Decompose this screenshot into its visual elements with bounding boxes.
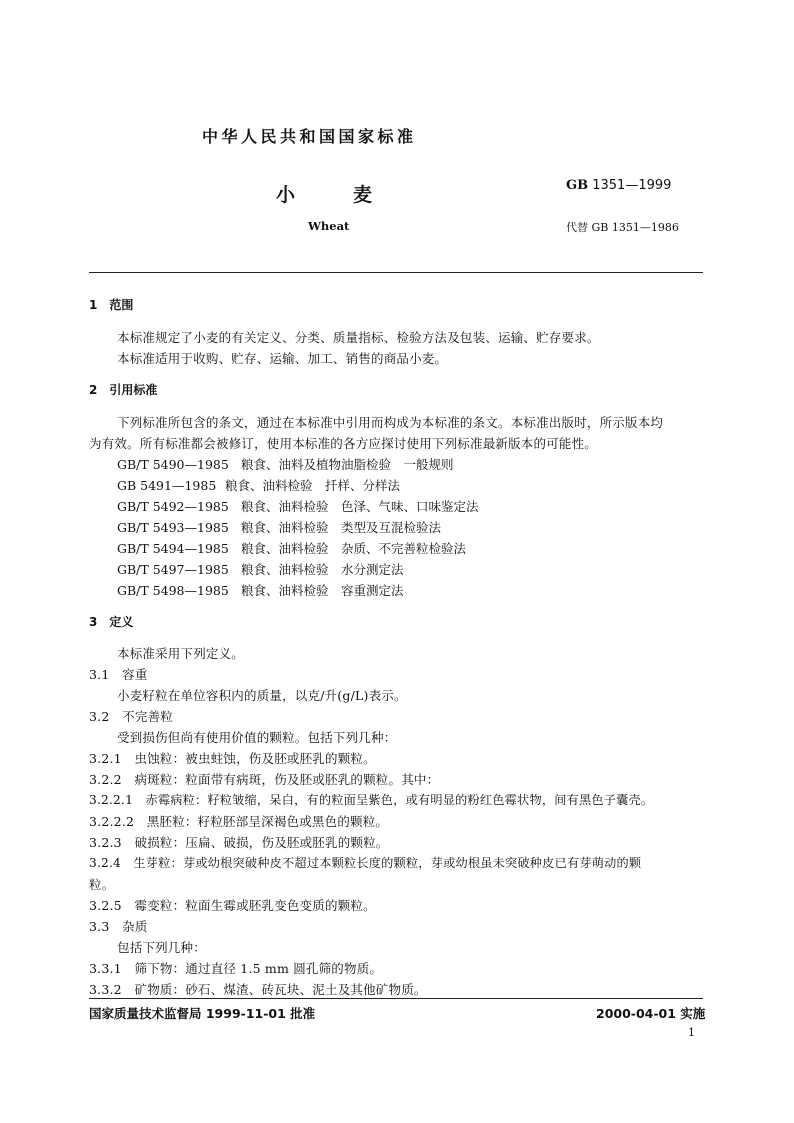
reference-title: 粮食、油料及植物油脂检验 一般规则 bbox=[241, 457, 454, 472]
definition-line: 包括下列几种： bbox=[117, 940, 206, 955]
reference-number: GB/T 5493—1985 bbox=[117, 520, 229, 535]
definition-line: 受到损伤但尚有使用价值的颗粒。包括下列几种： bbox=[117, 730, 397, 745]
reference-number: GB/T 5492—1985 bbox=[117, 499, 229, 514]
definition-line: 3.1 容重 bbox=[89, 667, 148, 682]
section-1-para-2: 本标准适用于收购、贮存、运输、加工、销售的商品小麦。 bbox=[117, 351, 448, 366]
reference-number: GB 5491—1985 bbox=[117, 478, 217, 493]
approval-note: 国家质量技术监督局 1999-11-01 批准 bbox=[89, 1006, 316, 1021]
definition-line: 3.2.1 虫蚀粒：被虫蛀蚀，伤及胚或胚乳的颗粒。 bbox=[89, 751, 376, 766]
reference-item bbox=[117, 581, 404, 599]
reference-number: GB/T 5497—1985 bbox=[117, 562, 229, 577]
reference-title: 粮食、油料检验 容重测定法 bbox=[241, 583, 404, 598]
definition-line: 3.2.2 病斑粒：粒面带有病斑，伤及胚或胚乳的颗粒。其中： bbox=[89, 772, 440, 787]
page-number: 1 bbox=[688, 1026, 695, 1039]
definition-line: 3.3 杂质 bbox=[89, 919, 148, 934]
definition-line: 3.3.2 矿物质：砂石、煤渣、砖瓦块、泥土及其他矿物质。 bbox=[89, 982, 427, 997]
standard-code-number: 1351—1999 bbox=[592, 178, 672, 193]
reference-item bbox=[117, 497, 479, 515]
reference-title: 粮食、油料检验 类型及互混检验法 bbox=[241, 520, 442, 535]
definition-line: 3.2 不完善粒 bbox=[89, 709, 173, 724]
reference-item bbox=[117, 518, 441, 536]
reference-item bbox=[117, 455, 454, 473]
reference-item bbox=[117, 539, 466, 557]
definition-line: 3.2.2.1 赤霉病粒：籽粒皱缩，呆白，有的粒面呈紫色，或有明显的粉红色霉状物，间有黑色子囊壳。 bbox=[89, 793, 654, 807]
section-1-para-1: 本标准规定了小麦的有关定义、分类、质量指标、检验方法及包装、运输、贮存要求。 bbox=[117, 330, 600, 345]
reference-title: 粮食、油料检验 杂质、不完善粒检验法 bbox=[241, 541, 467, 556]
definition-line: 粒。 bbox=[89, 877, 115, 892]
definition-line: 3.2.2.2 黑胚粒：籽粒胚部呈深褐色或黑色的颗粒。 bbox=[89, 814, 389, 829]
section-2-intro-line-2: 为有效。所有标准都会被修订，使用本标准的各方应探讨使用下列标准最新版本的可能性。 bbox=[89, 436, 598, 451]
reference-item bbox=[117, 560, 404, 578]
reference-number: GB/T 5498—1985 bbox=[117, 583, 229, 598]
implementation-date: 2000-04-01 实施 bbox=[596, 1006, 706, 1021]
replaces-standard: 代替 GB 1351—1986 bbox=[566, 221, 679, 234]
standard-code-prefix: GB bbox=[566, 178, 589, 193]
reference-number: GB/T 5494—1985 bbox=[117, 541, 229, 556]
definition-line: 3.2.5 霉变粒：粒面生霉或胚乳变色变质的颗粒。 bbox=[89, 898, 376, 913]
section-3-heading: 3 定义 bbox=[89, 615, 134, 629]
footer-divider bbox=[89, 998, 703, 999]
standard-org-title: 中华人民共和国国家标准 bbox=[202, 127, 417, 146]
title-char-1: 小 bbox=[276, 184, 298, 206]
definition-line: 3.2.4 生芽粒：芽或幼根突破种皮不超过本颗粒长度的颗粒，芽或幼根虽未突破种皮已有芽萌动的颗 bbox=[89, 856, 642, 870]
title-char-2: 麦 bbox=[353, 184, 375, 206]
section-1-heading: 1 范围 bbox=[89, 298, 134, 312]
reference-number: GB/T 5490—1985 bbox=[117, 457, 229, 472]
definition-line: 3.2.3 破损粒：压扁、破损，伤及胚或胚乳的颗粒。 bbox=[89, 835, 389, 850]
standard-code bbox=[566, 178, 671, 193]
section-2-intro-line-1: 下列标准所包含的条文，通过在本标准中引用而构成为本标准的条文。本标准出版时，所示版本均 bbox=[117, 415, 664, 430]
english-title: Wheat bbox=[308, 219, 350, 233]
section-3-intro: 本标准采用下列定义。 bbox=[117, 646, 245, 661]
reference-title: 粮食、油料检验 水分测定法 bbox=[241, 562, 404, 577]
reference-item bbox=[117, 476, 400, 494]
header-divider bbox=[89, 272, 703, 273]
reference-title: 粮食、油料检验 色泽、气味、口味鉴定法 bbox=[241, 499, 479, 514]
definition-line: 小麦籽粒在单位容积内的质量，以克/升(g/L)表示。 bbox=[117, 688, 407, 703]
document-title bbox=[276, 180, 374, 207]
section-2-heading: 2 引用标准 bbox=[89, 383, 158, 397]
reference-title: 粮食、油料检验 扦样、分样法 bbox=[225, 478, 401, 493]
definition-line: 3.3.1 筛下物：通过直径 1.5 mm 圆孔筛的物质。 bbox=[89, 961, 383, 976]
